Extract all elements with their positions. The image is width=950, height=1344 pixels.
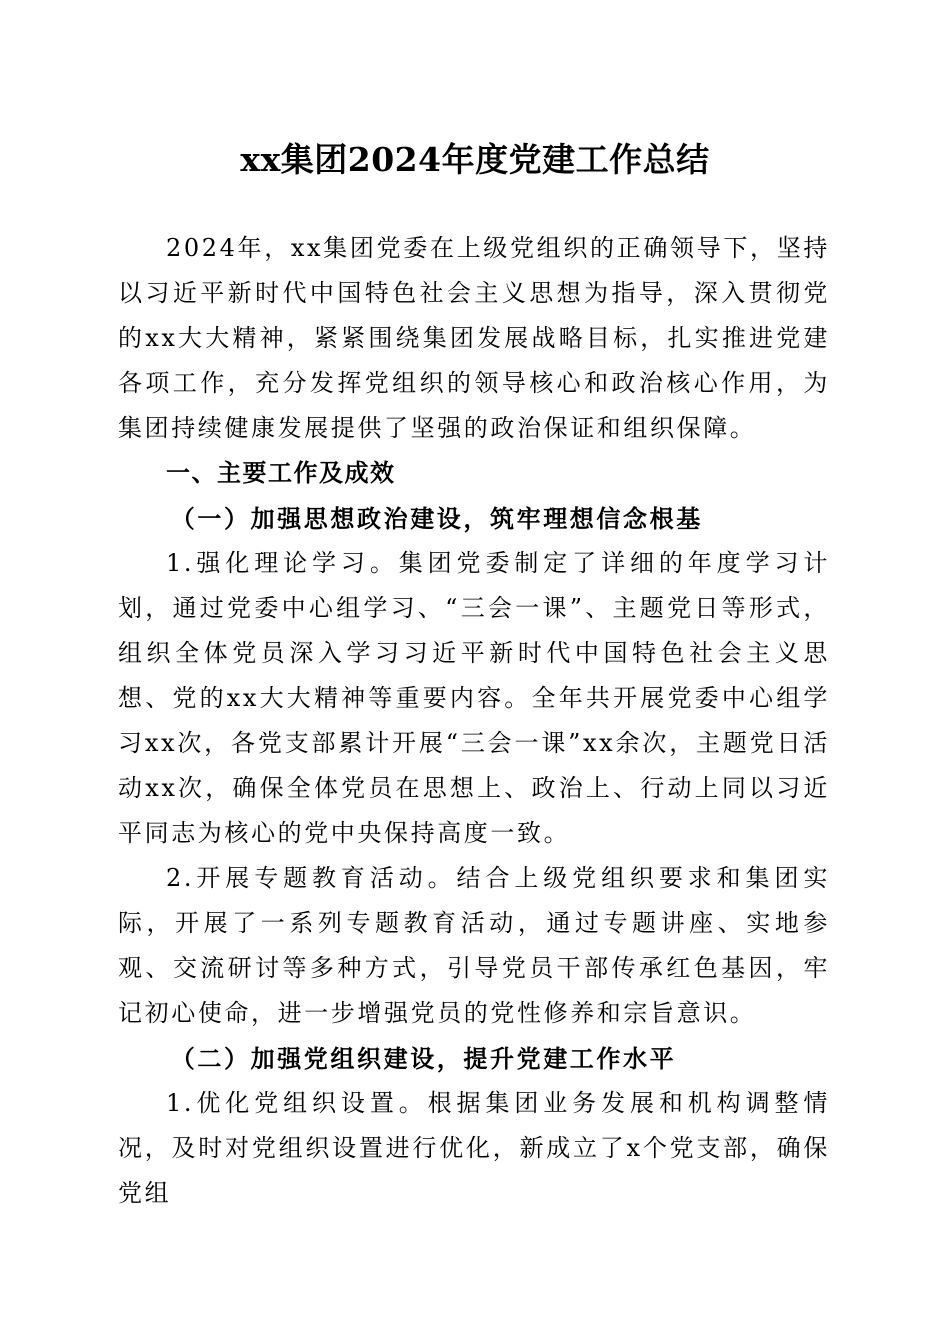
paragraph-optimize-organization: 1.优化党组织设置。根据集团业务发展和机构调整情况，及时对党组织设置进行优化，新成立了x个党支部，确保党组 <box>118 1089 830 1207</box>
paragraph-theory-study: 1.强化理论学习。集团党委制定了详细的年度学习计划，通过党委中心组学习、“三会一课”、主题党日等形式，组织全体党员深入学习习近平新时代中国特色社会主义思想、党的xx大大精神等重要内容。全年共开展党委中心组学习xx次，各党支部累计开展“三会一课”xx余次，主题党日活动xx次，确保全体党员在思想上、政治上、行动上同以习近平同志为核心的党中央保持高度一致。 <box>118 549 830 847</box>
section-heading-main-work: 一、主要工作及成效 <box>166 459 396 487</box>
intro-paragraph: 2024年，xx集团党委在上级党组织的正确领导下，坚持以习近平新时代中国特色社会主义思想为指导，深入贯彻党的xx大大精神，紧紧围绕集团发展战略目标，扎实推进党建各项工作，充分发挥党组织的领导核心和政治核心作用，为集团持续健康发展提供了坚强的政治保证和组织保障。 <box>118 234 830 442</box>
document-title: xx集团2024年度党建工作总结 <box>240 140 710 179</box>
document-body <box>118 226 830 1216</box>
subsection-heading-ideology: （一）加强思想政治建设，筑牢理想信念根基 <box>170 504 703 533</box>
subsection-heading-organization: （二）加强党组织建设，提升党建工作水平 <box>170 1044 677 1073</box>
paragraph-thematic-education: 2.开展专题教育活动。结合上级党组织要求和集团实际，开展了一系列专题教育活动，通过专题讲座、实地参观、交流研讨等多种方式，引导党员干部传承红色基因，牢记初心使命，进一步增强党员的党性修养和宗旨意识。 <box>118 864 830 1027</box>
